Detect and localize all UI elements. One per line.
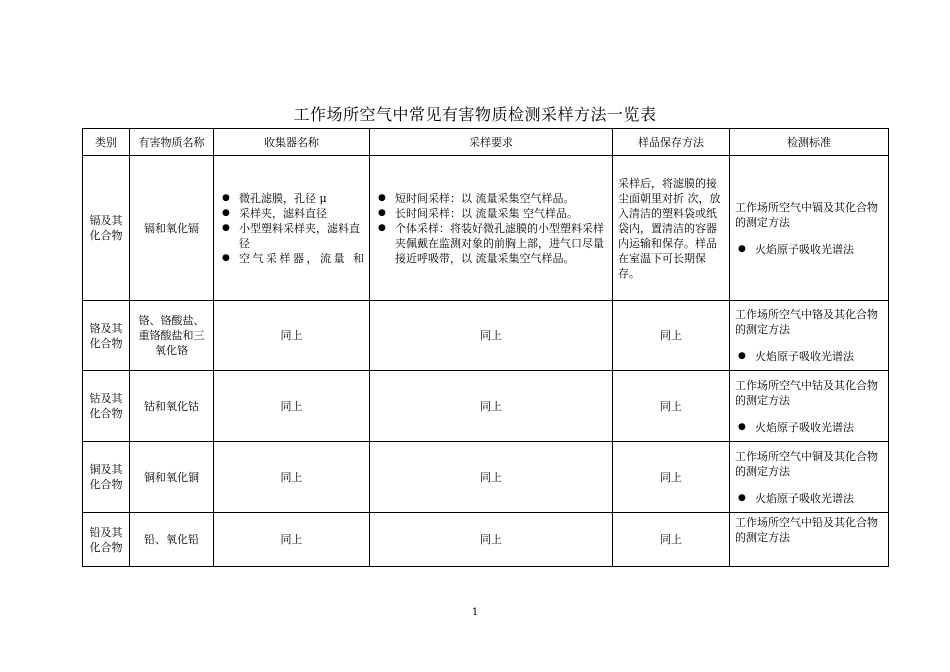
header-category: 类别 — [83, 129, 130, 156]
sampling-cell: 同上 — [370, 442, 613, 513]
collector-item: ● 小型塑料采样夹，滤料直径 — [239, 221, 364, 251]
sampling-cell: 同上 — [370, 301, 613, 371]
header-standard: 检测标准 — [730, 129, 889, 156]
category-cell: 铜及其化合物 — [83, 442, 130, 513]
standard-name: 工作场所空气中镉及其化合物的测定方法 — [735, 200, 878, 229]
sampling-methods-table — [82, 128, 889, 567]
storage-cell: 采样后，将滤膜的接尘面朝里对折 次，放入清洁的塑料袋或纸袋内，置清洁的容器内运输和保存。样品在室温下可长期保存。 — [613, 156, 730, 301]
standard-method: ● 火焰原子吸收光谱法 — [755, 420, 883, 435]
substance-cell: 钴和氧化钴 — [130, 371, 214, 442]
collector-item: ● 采样夹，滤料直径 — [239, 206, 364, 221]
substance-cell: 镉和氧化镉 — [130, 156, 214, 301]
storage-cell: 同上 — [613, 371, 730, 442]
collector-cell: 同上 — [214, 513, 370, 567]
sampling-cell: 同上 — [370, 371, 613, 442]
storage-cell: 同上 — [613, 442, 730, 513]
table-row — [83, 371, 889, 442]
collector-item: ● 微孔滤膜，孔径 μ — [239, 191, 364, 206]
sampling-cell — [370, 156, 613, 301]
sampling-item: ● 长时间采样：以 流量采集 空气样品。 — [395, 206, 607, 221]
page-number: 1 — [471, 607, 479, 618]
substance-cell: 铬、铬酸盐、重铬酸盐和三氧化铬 — [130, 301, 214, 371]
category-cell: 钴及其化合物 — [83, 371, 130, 442]
storage-cell: 同上 — [613, 513, 730, 567]
sampling-cell: 同上 — [370, 513, 613, 567]
storage-cell: 同上 — [613, 301, 730, 371]
sampling-item: ● 个体采样：将装好微孔滤膜的小型塑料采样夹佩戴在监测对象的前胸上部，进气口尽量接近呼吸带，以 流量采集空气样品。 — [395, 221, 607, 266]
table-row — [83, 442, 889, 513]
category-cell: 铅及其化合物 — [83, 513, 130, 567]
sampling-item: ● 短时间采样：以 流量采集空气样品。 — [395, 191, 607, 206]
document-title: 工作场所空气中常见有害物质检测采样方法一览表 — [293, 105, 657, 124]
standard-method: ● 火焰原子吸收光谱法 — [755, 491, 883, 506]
category-cell: 镉及其化合物 — [83, 156, 130, 301]
standard-name: 工作场所空气中铅及其化合物的测定方法 — [735, 516, 878, 544]
header-collector: 收集器名称 — [214, 129, 370, 156]
standard-cell — [730, 301, 889, 371]
header-row — [83, 129, 889, 156]
header-sampling: 采样要求 — [370, 129, 613, 156]
table-row — [83, 156, 889, 301]
collector-cell: 同上 — [214, 371, 370, 442]
standard-cell — [730, 371, 889, 442]
standard-name: 工作场所空气中铬及其化合物的测定方法 — [735, 308, 878, 336]
collector-cell: 同上 — [214, 442, 370, 513]
standard-cell — [730, 156, 889, 301]
header-storage: 样品保存方法 — [613, 129, 730, 156]
standard-name: 工作场所空气中铜及其化合物的测定方法 — [735, 449, 878, 478]
substance-cell: 铜和氧化铜 — [130, 442, 214, 513]
substance-cell: 铅、氧化铅 — [130, 513, 214, 567]
standard-cell — [730, 442, 889, 513]
standard-cell — [730, 513, 889, 567]
standard-method: ● 火焰原子吸收光谱法 — [755, 349, 883, 364]
table-row — [83, 301, 889, 371]
table-row — [83, 513, 889, 567]
collector-cell: 同上 — [214, 301, 370, 371]
collector-item: ● 空气采样器，流量 和 — [239, 251, 364, 266]
standard-name: 工作场所空气中钴及其化合物的测定方法 — [735, 378, 878, 407]
category-cell: 铬及其化合物 — [83, 301, 130, 371]
collector-cell — [214, 156, 370, 301]
standard-method: ● 火焰原子吸收光谱法 — [755, 242, 883, 257]
header-substance: 有害物质名称 — [130, 129, 214, 156]
